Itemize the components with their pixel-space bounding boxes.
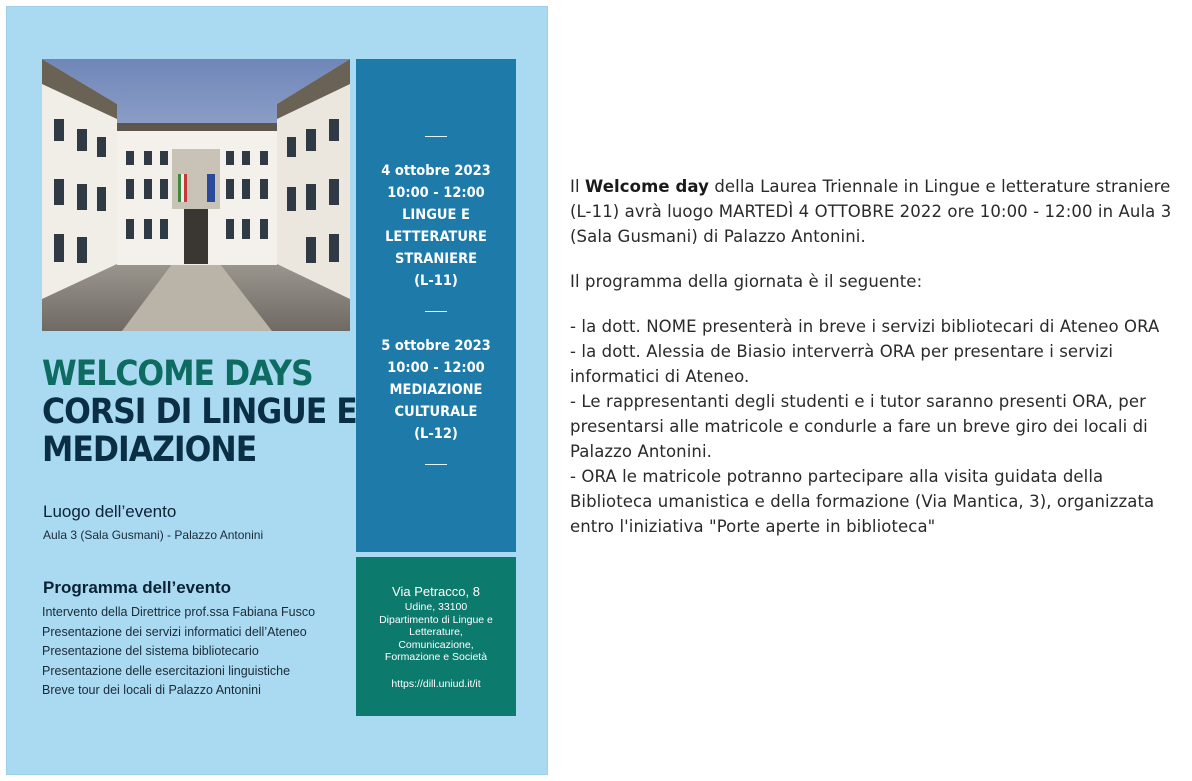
programma-item: Intervento della Direttrice prof.ssa Fabiana Fusco [42, 605, 316, 619]
divider [425, 311, 447, 312]
event-line: MEDIAZIONE [389, 382, 483, 398]
headline-line-2: CORSI DI LINGUE E [42, 392, 357, 432]
event-time: 10:00 - 12:00 [387, 360, 485, 376]
event-date: 4 ottobre 2023 [381, 163, 491, 179]
event-date: 5 ottobre 2023 [381, 338, 491, 354]
event-line: CULTURALE [394, 404, 478, 420]
intro-paragraph [570, 174, 1190, 249]
event-code: (L-12) [414, 426, 458, 442]
program-intro: Il programma della giornata è il seguente: [570, 272, 923, 291]
intro-rest: della Laurea Triennale in Lingue e letterature straniere (L-11) avrà luogo MARTEDÌ 4 OTTOBRE 2022 ore 10:00 - 12:00 in Aula 3 (Sala Gusmani) di Palazzo Antonini. [570, 177, 1172, 246]
headline-line-3: MEDIAZIONE [42, 430, 257, 470]
contact-line: Letterature, [409, 626, 463, 638]
contact-street: Via Petracco, 8 [392, 584, 480, 599]
event-lingue-letterature [356, 160, 516, 292]
luogo-text: Aula 3 (Sala Gusmani) - Palazzo Antonini [43, 528, 264, 542]
event-line: STRANIERE [394, 251, 478, 267]
program-item: - la dott. Alessia de Biasio interverrà ORA per presentare i servizi informatici di Ateneo. [570, 342, 1114, 386]
divider [425, 136, 447, 137]
event-line: LETTERATURE [385, 229, 487, 245]
contact-line: Formazione e Società [384, 651, 488, 663]
programma-item: Breve tour dei locali di Palazzo Antonini [42, 683, 261, 697]
program-item: - Le rappresentanti degli studenti e i tutor saranno presenti ORA, per presentarsi alle matricole e condurle a fare un breve giro dei locali di Palazzo Antonini. [570, 392, 1148, 461]
event-line: LINGUE E [402, 207, 470, 223]
welcome-day-bold: Welcome day [585, 177, 709, 196]
programma-item: Presentazione dei servizi informatici dell’Ateneo [42, 624, 307, 639]
divider [425, 464, 447, 465]
programma-list [42, 603, 315, 701]
luogo-title: Luogo dell’evento [43, 502, 177, 521]
announcement-text [570, 174, 1190, 539]
programma-title: Programma dell’evento [43, 578, 232, 597]
program-list [570, 314, 1190, 539]
event-time: 10:00 - 12:00 [387, 185, 485, 201]
program-item: - la dott. NOME presenterà in breve i servizi bibliotecari di Ateneo ORA [570, 317, 1160, 336]
poster-headline [42, 355, 357, 469]
program-item: - ORA le matricole potranno partecipare alla visita guidata della Biblioteca umanistica e della formazione (Via Mantica, 3), organizzata entro l'iniziativa "Porte aperte in biblioteca" [570, 467, 1155, 536]
contact-line: Udine, 33100 [404, 601, 468, 613]
event-mediazione [356, 335, 516, 445]
palazzo-antonini-photo [42, 59, 350, 331]
contact-line: Dipartimento di Lingue e [379, 613, 493, 626]
contact-url: https://dill.uniud.it/it [391, 677, 481, 690]
intro-prefix: Il [570, 177, 585, 196]
headline-welcome-days: WELCOME DAYS [42, 354, 313, 394]
event-poster [6, 6, 548, 775]
contact-line: Comunicazione, [398, 638, 474, 651]
programma-item: Presentazione del sistema bibliotecario [42, 644, 259, 658]
event-code: (L-11) [414, 273, 458, 289]
contact-panel [356, 557, 516, 716]
event-dates-panel [356, 59, 516, 552]
programma-item: Presentazione delle esercitazioni linguistiche [42, 663, 291, 678]
